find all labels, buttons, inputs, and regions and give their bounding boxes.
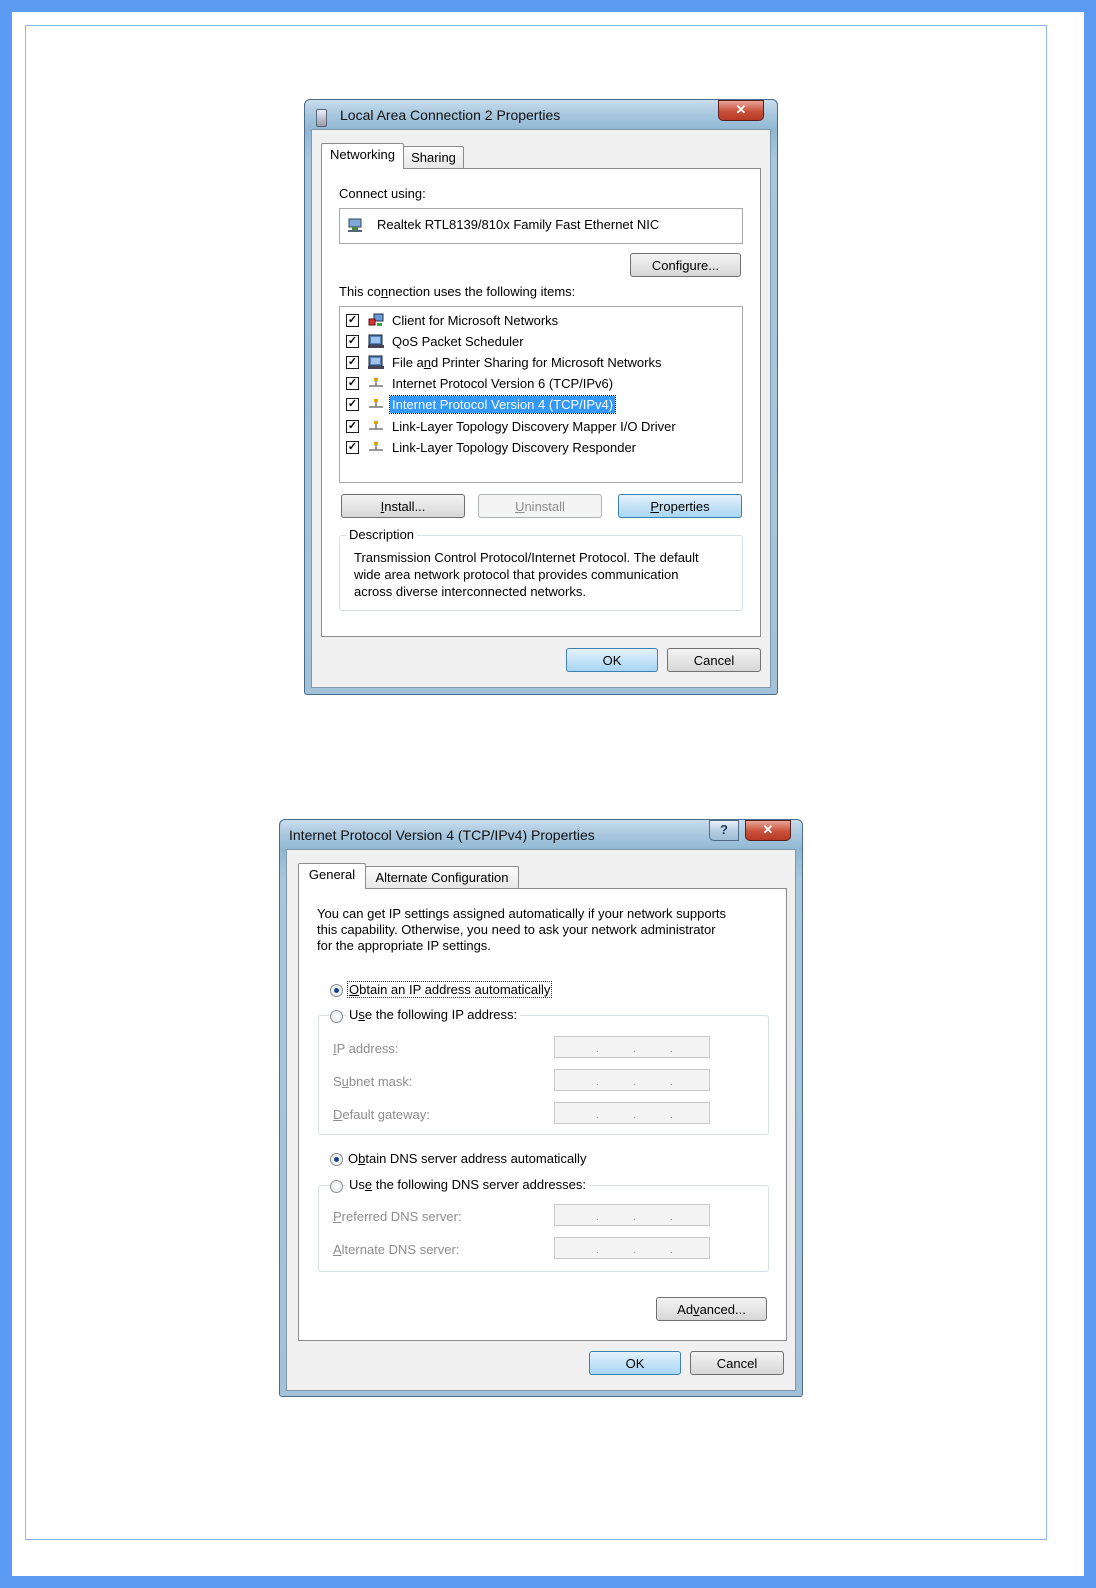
list-item[interactable] bbox=[346, 353, 726, 373]
file-printer-sharing-label: File and Printer Sharing for Microsoft Networks bbox=[392, 355, 662, 370]
list-item[interactable]: ✓ Internet Protocol Version 6 (TCP/IPv6) bbox=[347, 376, 614, 391]
network-adapter-icon bbox=[316, 109, 327, 127]
protocol-icon bbox=[368, 376, 384, 391]
client-area bbox=[311, 129, 771, 688]
preferred-dns-field: . . . bbox=[554, 1204, 710, 1226]
connect-using-label: Connect using: bbox=[339, 186, 426, 201]
intro-text-line: You can get IP settings assigned automatically if your network supports bbox=[317, 906, 727, 921]
ipv4-properties-dialog bbox=[279, 819, 803, 1397]
items-label: This connection uses the following items: bbox=[339, 284, 576, 299]
adapter-name: Realtek RTL8139/810x Family Fast Ethernet NIC bbox=[377, 217, 660, 232]
help-button[interactable]: ? bbox=[709, 820, 739, 841]
checkbox[interactable]: ✓ bbox=[347, 420, 358, 432]
ok-button[interactable]: OK bbox=[566, 648, 658, 672]
adapter-box bbox=[339, 208, 743, 244]
obtain-dns-auto-radio[interactable] bbox=[330, 1153, 343, 1166]
protocol-icon bbox=[368, 397, 384, 412]
cancel-button[interactable]: Cancel bbox=[667, 648, 761, 672]
ok-button[interactable]: OK bbox=[589, 1351, 681, 1375]
ip-address-label: IP address: bbox=[333, 1041, 399, 1056]
local-area-connection-properties-dialog bbox=[304, 99, 778, 695]
protocol-icon bbox=[368, 440, 384, 455]
list-item[interactable]: ✓ Link-Layer Topology Discovery Mapper I/O Driver bbox=[347, 419, 676, 434]
list-item-selected[interactable]: ✓ Internet Protocol Version 4 (TCP/IPv4) bbox=[347, 397, 614, 412]
intro-text-line: this capability. Otherwise, you need to ask your network administrator bbox=[317, 922, 716, 937]
configure-button[interactable]: Configure... bbox=[630, 253, 741, 277]
advanced-button[interactable]: Advanced... bbox=[656, 1297, 767, 1321]
checkbox[interactable]: ✓ bbox=[347, 356, 358, 368]
ip-address-field: . . . bbox=[554, 1036, 710, 1058]
list-item[interactable]: ✓ QoS Packet Scheduler bbox=[347, 334, 524, 349]
description-label: Description bbox=[346, 527, 417, 542]
checkbox[interactable]: ✓ bbox=[347, 377, 358, 389]
description-group bbox=[339, 527, 743, 611]
default-gateway-label: Default gateway: bbox=[333, 1107, 430, 1122]
alternate-dns-label: Alternate DNS server: bbox=[333, 1242, 460, 1257]
checkbox[interactable]: ✓ bbox=[347, 441, 358, 453]
checkbox[interactable]: ✓ bbox=[347, 335, 358, 347]
network-client-icon bbox=[368, 313, 384, 328]
description-line: across diverse interconnected networks. bbox=[354, 584, 586, 599]
computer-service-icon bbox=[368, 334, 384, 349]
alternate-dns-field: . . . bbox=[554, 1237, 710, 1259]
description-line: wide area network protocol that provides communication bbox=[354, 567, 679, 582]
list-item[interactable]: ✓ Client for Microsoft Networks bbox=[347, 313, 559, 328]
tab-sharing[interactable]: Sharing bbox=[403, 146, 464, 169]
use-following-ip-label[interactable]: Use the following IP address: bbox=[346, 1007, 520, 1022]
checkbox[interactable]: ✓ bbox=[347, 398, 358, 410]
obtain-ip-auto-radio[interactable] bbox=[330, 984, 343, 997]
close-button[interactable]: ✕ bbox=[718, 100, 764, 121]
subnet-mask-field: . . . bbox=[554, 1069, 710, 1091]
client-area bbox=[286, 849, 796, 1391]
network-adapter-card-icon bbox=[347, 216, 365, 234]
close-button[interactable]: ✕ bbox=[745, 820, 791, 841]
checkbox[interactable]: ✓ bbox=[347, 314, 358, 326]
window-title: Local Area Connection 2 Properties bbox=[340, 107, 561, 123]
computer-service-icon bbox=[368, 355, 384, 370]
default-gateway-field: . . . bbox=[554, 1102, 710, 1124]
uninstall-button: Uninstall bbox=[478, 494, 602, 518]
subnet-mask-label: Subnet mask: bbox=[333, 1074, 413, 1089]
preferred-dns-label: Preferred DNS server: bbox=[333, 1209, 462, 1224]
items-list[interactable] bbox=[339, 306, 743, 483]
protocol-icon bbox=[368, 419, 384, 434]
intro-text-line: for the appropriate IP settings. bbox=[317, 938, 491, 953]
use-following-dns-label[interactable]: Use the following DNS server addresses: bbox=[346, 1177, 589, 1192]
use-following-dns-radio[interactable] bbox=[330, 1180, 343, 1193]
obtain-dns-auto-label[interactable]: Obtain DNS server address automatically bbox=[348, 1151, 587, 1166]
cancel-button[interactable]: Cancel bbox=[690, 1351, 784, 1375]
tab-general[interactable]: General bbox=[298, 863, 366, 889]
tab-alternate-configuration[interactable]: Alternate Configuration bbox=[365, 866, 519, 889]
properties-button[interactable]: Properties bbox=[618, 494, 742, 518]
networking-tab-panel bbox=[321, 168, 761, 637]
description-line: Transmission Control Protocol/Internet Protocol. The default bbox=[354, 550, 699, 565]
use-following-ip-radio[interactable] bbox=[330, 1010, 343, 1023]
install-button[interactable]: Install... bbox=[341, 494, 465, 518]
obtain-ip-auto-label[interactable]: Obtain an IP address automatically bbox=[349, 982, 551, 997]
tab-networking[interactable]: Networking bbox=[321, 143, 404, 169]
window-title: Internet Protocol Version 4 (TCP/IPv4) Properties bbox=[289, 827, 595, 843]
general-tab-panel bbox=[298, 888, 787, 1341]
list-item[interactable]: ✓ Link-Layer Topology Discovery Responder bbox=[347, 440, 636, 455]
